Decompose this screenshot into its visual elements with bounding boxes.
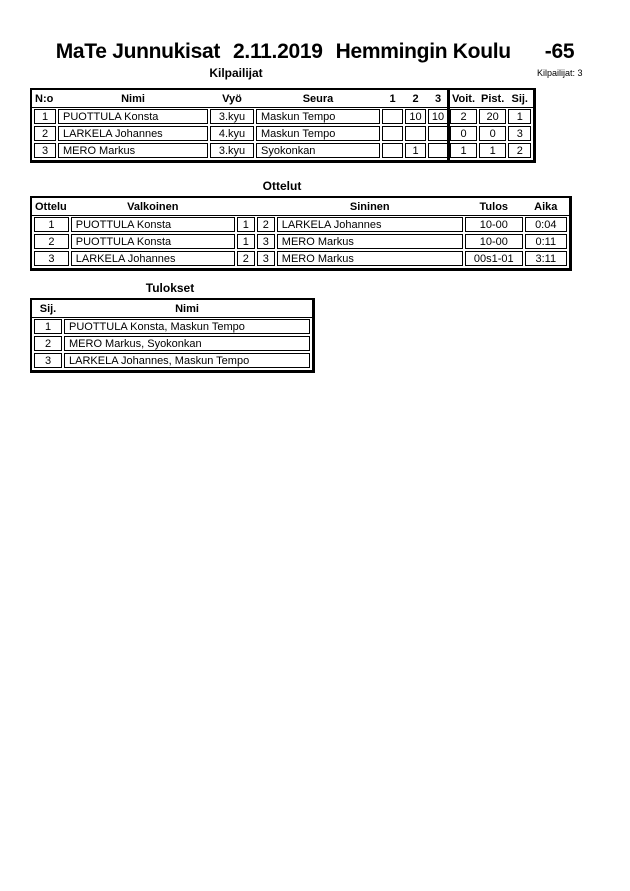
table-row	[34, 336, 310, 351]
title-event: MaTe Junnukisat	[55, 40, 221, 63]
table-row	[34, 234, 567, 249]
table-row	[34, 217, 567, 232]
cell-round3	[428, 126, 448, 141]
cell-white-no: 1	[237, 217, 255, 232]
title-venue: Hemmingin Koulu	[335, 40, 511, 63]
cell-place: 2	[508, 143, 531, 158]
cell-white-no: 1	[237, 234, 255, 249]
cell-points: 20	[479, 109, 506, 124]
cell-result: 00s1-01	[465, 251, 523, 266]
cell-blue-no: 3	[257, 234, 275, 249]
cell-blue-no: 3	[257, 251, 275, 266]
table-row	[34, 251, 567, 266]
cell-wins: 2	[450, 109, 477, 124]
cell-round1	[382, 109, 403, 124]
matches-table-wrap	[30, 196, 572, 271]
col-header-white: Valkoinen	[127, 201, 179, 213]
table-row	[34, 109, 531, 124]
cell-points: 1	[479, 143, 506, 158]
col-header-club: Seura	[302, 93, 334, 105]
cell-name: MERO Markus, Syokonkan	[64, 336, 310, 351]
col-header-result: Tulos	[479, 201, 509, 213]
cell-match-no: 3	[34, 251, 69, 266]
cell-white-no: 2	[237, 251, 255, 266]
cell-white-name: LARKELA Johannes	[71, 251, 235, 266]
cell-round2	[405, 126, 426, 141]
col-header-wins: Voit.	[452, 93, 476, 105]
results-table	[30, 298, 315, 373]
cell-place: 3	[34, 353, 62, 368]
cell-wins: 1	[450, 143, 477, 158]
cell-no: 1	[34, 109, 56, 124]
cell-round3: 10	[428, 109, 448, 124]
col-header-round2: 2	[412, 93, 419, 105]
cell-name: PUOTTULA Konsta	[58, 109, 208, 124]
cell-club: Maskun Tempo	[256, 109, 380, 124]
cell-place: 3	[508, 126, 531, 141]
cell-club: Maskun Tempo	[256, 126, 380, 141]
cell-round2: 1	[405, 143, 426, 158]
col-header-no: N:o	[35, 93, 54, 105]
col-header-place: Sij.	[511, 93, 528, 105]
cell-belt: 4.kyu	[210, 126, 254, 141]
cell-points: 0	[479, 126, 506, 141]
cell-place: 2	[34, 336, 62, 351]
col-header-name: Nimi	[175, 303, 199, 315]
competitors-table	[30, 88, 536, 163]
table-row	[34, 126, 531, 141]
competitors-section-heading: Kilpailijat	[209, 66, 263, 80]
cell-blue-name: MERO Markus	[277, 251, 463, 266]
col-header-blue-no	[257, 200, 275, 215]
cell-blue-name: LARKELA Johannes	[277, 217, 463, 232]
cell-round1	[382, 126, 403, 141]
title-date: 2.11.2019	[233, 40, 323, 63]
cell-white-name: PUOTTULA Konsta	[71, 217, 235, 232]
cell-time: 0:11	[525, 234, 567, 249]
cell-place: 1	[34, 319, 62, 334]
table-row	[34, 143, 531, 158]
cell-time: 0:04	[525, 217, 567, 232]
cell-name: LARKELA Johannes, Maskun Tempo	[64, 353, 310, 368]
cell-blue-no: 2	[257, 217, 275, 232]
cell-round3	[428, 143, 448, 158]
competitor-count-label: Kilpailijat: 3	[537, 68, 583, 78]
cell-name: MERO Markus	[58, 143, 208, 158]
cell-match-no: 2	[34, 234, 69, 249]
col-header-round3: 3	[434, 93, 442, 105]
cell-wins: 0	[450, 126, 477, 141]
score-section-divider-line	[447, 88, 450, 163]
cell-round2: 10	[405, 109, 426, 124]
col-header-belt: Vyö	[222, 93, 242, 105]
table-row	[34, 319, 310, 334]
col-header-white-no	[237, 200, 255, 215]
cell-result: 10-00	[465, 217, 523, 232]
cell-belt: 3.kyu	[210, 109, 254, 124]
col-header-points: Pist.	[481, 93, 505, 105]
matches-table	[30, 196, 572, 271]
competitors-table-wrap	[30, 88, 536, 163]
col-header-match-no: Ottelu	[35, 201, 67, 213]
competitors-header-row	[34, 92, 531, 107]
header-separator-line	[32, 317, 312, 318]
col-header-name: Nimi	[121, 93, 145, 105]
results-header-row	[34, 302, 310, 317]
cell-place: 1	[508, 109, 531, 124]
cell-round1	[382, 143, 403, 158]
page-title	[0, 40, 630, 64]
cell-blue-name: MERO Markus	[277, 234, 463, 249]
cell-club: Syokonkan	[256, 143, 380, 158]
cell-match-no: 1	[34, 217, 69, 232]
cell-no: 3	[34, 143, 56, 158]
title-weight-class: -65	[544, 40, 575, 63]
cell-name: PUOTTULA Konsta, Maskun Tempo	[64, 319, 310, 334]
cell-name: LARKELA Johannes	[58, 126, 208, 141]
cell-time: 3:11	[525, 251, 567, 266]
col-header-round1: 1	[389, 93, 396, 105]
results-table-wrap	[30, 298, 315, 373]
col-header-place: Sij.	[39, 303, 57, 315]
header-separator-line	[32, 215, 569, 216]
cell-result: 10-00	[465, 234, 523, 249]
matches-header-row	[34, 200, 567, 215]
results-section-heading: Tulokset	[145, 281, 195, 295]
col-header-blue: Sininen	[349, 201, 390, 213]
cell-belt: 3.kyu	[210, 143, 254, 158]
matches-section-heading: Ottelut	[262, 179, 302, 193]
cell-white-name: PUOTTULA Konsta	[71, 234, 235, 249]
header-separator-line	[32, 107, 533, 108]
cell-no: 2	[34, 126, 56, 141]
table-row	[34, 353, 310, 368]
col-header-time: Aika	[534, 201, 558, 213]
